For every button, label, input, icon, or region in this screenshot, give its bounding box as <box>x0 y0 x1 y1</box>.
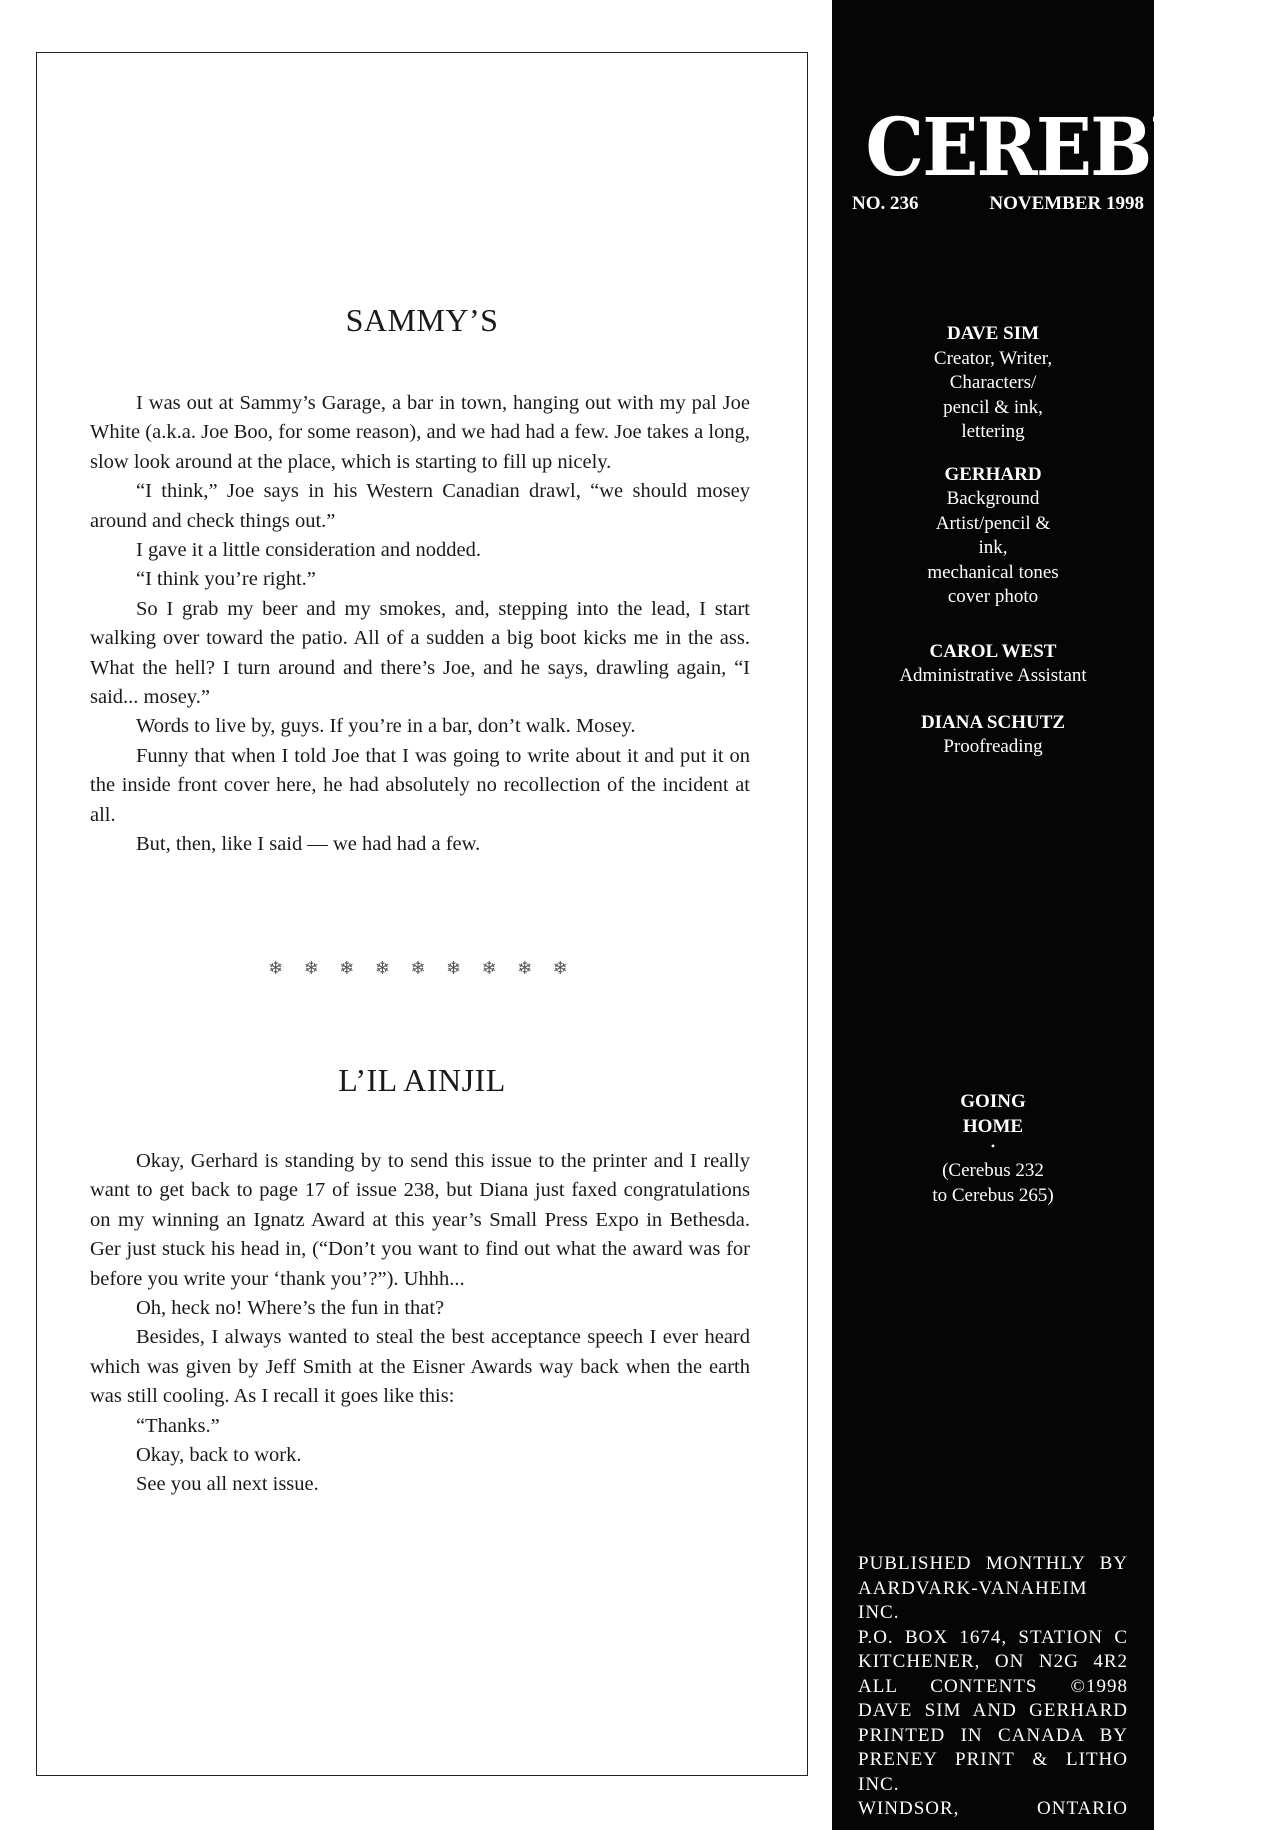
lil-ainjil-paragraph: Oh, heck no! Where’s the fun in that? <box>136 1297 445 1320</box>
issue-number: NO. 236 <box>852 193 919 214</box>
credit-name: GERHARD <box>944 463 1042 485</box>
story-title: GOING HOME <box>960 1091 1026 1137</box>
issue-line <box>852 193 1144 215</box>
credit-entry <box>832 463 1154 610</box>
sammys-paragraph: But, then, like I said — we had had a few. <box>136 833 481 856</box>
credit-entry <box>832 711 1154 760</box>
lil-ainjil-paragraph: Okay, Gerhard is standing by to send this issue to the printer and I really want to get back to page 17 of issue 238, but Diana just faxed congratulations on my winning an Ignatz Award at this year’s Small Press Expo in Bethesda. Ger just stuck his head in, (“Don’t you want to find out what the award was for before you write your ‘thank you’?”). Uhhh... <box>90 1150 750 1290</box>
sammys-title: SAMMY’S <box>345 302 499 338</box>
bullet-icon: • <box>990 1139 996 1153</box>
publisher-line: PRINTED IN CANADA BY <box>858 1724 1128 1746</box>
sammys-article <box>90 389 750 860</box>
publisher-line: ALL CONTENTS ©1998 <box>858 1675 1128 1697</box>
credit-entry <box>832 640 1154 689</box>
credit-entry <box>832 322 1154 445</box>
publisher-line: PUBLISHED MONTHLY BY <box>858 1553 1128 1574</box>
lil-ainjil-paragraph: See you all next issue. <box>136 1473 319 1496</box>
publisher-line: PRENEY PRINT & LITHO INC. <box>858 1749 1128 1795</box>
story-arc <box>832 1090 1154 1208</box>
lil-ainjil-paragraph: “Thanks.” <box>136 1414 220 1437</box>
sammys-paragraph: Words to live by, guys. If you’re in a bar, don’t walk. Mosey. <box>136 715 636 738</box>
sammys-paragraph: “I think,” Joe says in his Western Canadian drawl, “we should mosey around and check things out.” <box>90 480 750 532</box>
sammys-paragraph: I was out at Sammy’s Garage, a bar in town, hanging out with my pal Joe White (a.k.a. Joe Boo, for some reason), and we had had a few. Joe takes a long, slow look around at the place, which is starting to fill up nicely. <box>90 392 750 473</box>
sammys-paragraph: Funny that when I told Joe that I was going to write about it and put it on the inside front cover here, he had absolutely no recollection of the incident at all. <box>90 744 750 826</box>
lil-ainjil-article <box>90 1147 750 1500</box>
publisher-line: P.O. BOX 1674, STATION C <box>858 1626 1128 1648</box>
credit-role: Background Artist/pencil & ink, mechanical tones cover photo <box>927 488 1059 607</box>
publisher-info <box>858 1552 1128 1822</box>
story-range: (Cerebus 232 to Cerebus 265) <box>932 1160 1054 1206</box>
credit-name: DAVE SIM <box>946 323 1040 344</box>
masthead-sidebar <box>832 0 1264 1830</box>
publisher-line: DAVE SIM AND GERHARD <box>858 1700 1128 1721</box>
section-separator: ❄ ❄ ❄ ❄ ❄ ❄ ❄ ❄ ❄ <box>268 958 576 978</box>
sammys-paragraph: So I grab my beer and my smokes, and, stepping into the lead, I start walking over toward the patio. All of a sudden a big boot kicks me in the ass. What the hell? I turn around and there’s Joe, and he says, drawling again, “I said... mosey.” <box>90 597 750 709</box>
credit-role: Administrative Assistant <box>899 665 1087 686</box>
publisher-line: AARDVARK-VANAHEIM INC. <box>858 1577 1088 1623</box>
credit-name: CAROL WEST <box>929 640 1057 662</box>
publisher-line: WINDSOR, ONTARIO <box>858 1798 1128 1819</box>
issue-date: NOVEMBER 1998 <box>989 193 1144 214</box>
cerebus-logo: CEREBUS <box>865 100 1264 194</box>
publisher-line: KITCHENER, ON N2G 4R2 <box>858 1651 1128 1672</box>
credit-role: Proofreading <box>943 736 1043 757</box>
sammys-paragraph: I gave it a little consideration and nodded. <box>136 539 481 562</box>
credit-role: Creator, Writer, Characters/ pencil & ink, lettering <box>933 347 1053 442</box>
credits-list <box>832 322 1154 782</box>
lil-ainjil-title: L’IL AINJIL <box>338 1062 506 1098</box>
lil-ainjil-paragraph: Besides, I always wanted to steal the best acceptance speech I ever heard which was given by Jeff Smith at the Eisner Awards way back when the earth was still cooling. As I recall it goes like this: <box>90 1326 750 1408</box>
lil-ainjil-paragraph: Okay, back to work. <box>136 1444 302 1467</box>
sammys-paragraph: “I think you’re right.” <box>136 568 316 591</box>
credit-name: DIANA SCHUTZ <box>920 711 1066 733</box>
